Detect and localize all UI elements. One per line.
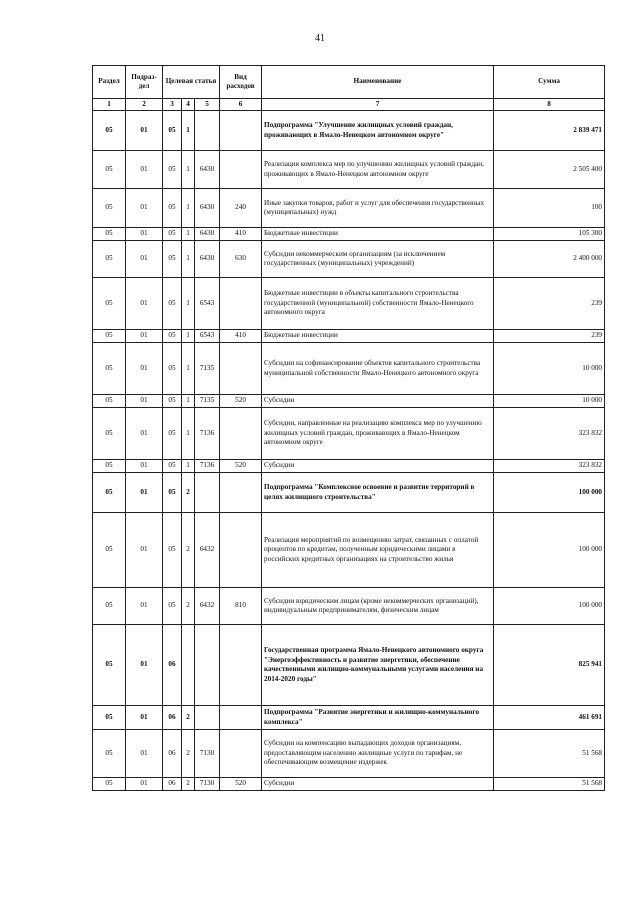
cell-podrazdel: 01: [126, 395, 163, 408]
cell-tselevaya-1: 06: [163, 625, 182, 706]
cell-naimenovanie: Реализация комплекса мер по улучшению жилищных условий граждан, проживающих в Ямало-Ненецком автономном округе: [262, 151, 494, 189]
col-number: 4: [182, 99, 195, 111]
cell-tselevaya-1: 06: [163, 706, 182, 730]
cell-tselevaya-1: 05: [163, 189, 182, 228]
table-row: [93, 241, 605, 278]
cell-summa: 461 691: [494, 706, 605, 730]
cell-naimenovanie: Бюджетные инвестиции: [262, 228, 494, 241]
cell-razdel: 05: [93, 395, 126, 408]
cell-summa: 51 568: [494, 730, 605, 778]
table-row: [93, 625, 605, 706]
cell-tselevaya-2: 1: [182, 408, 195, 460]
cell-naimenovanie: Бюджетные инвестиции: [262, 330, 494, 343]
cell-tselevaya-2: 1: [182, 330, 195, 343]
cell-tselevaya-3: 7130: [195, 730, 220, 778]
cell-vid-raskhodov: [220, 473, 262, 513]
cell-vid-raskhodov: [220, 343, 262, 395]
cell-tselevaya-3: [195, 473, 220, 513]
cell-tselevaya-3: 7136: [195, 460, 220, 473]
cell-naimenovanie: Субсидии: [262, 460, 494, 473]
cell-tselevaya-1: 05: [163, 228, 182, 241]
page-number: 41: [315, 33, 325, 44]
cell-naimenovanie: Подпрограмма "Улучшение жилищных условий граждан, проживающих в Ямало-Ненецком автономном округе": [262, 111, 494, 151]
cell-naimenovanie: Иные закупки товаров, работ и услуг для обеспечения государственных (муниципальных) нужд: [262, 189, 494, 228]
cell-summa: 10 000: [494, 343, 605, 395]
header-podrazdel: Подраз-дел: [126, 66, 163, 99]
cell-tselevaya-1: 05: [163, 343, 182, 395]
cell-razdel: 05: [93, 778, 126, 791]
cell-podrazdel: 01: [126, 228, 163, 241]
cell-tselevaya-1: 05: [163, 395, 182, 408]
cell-vid-raskhodov: 410: [220, 228, 262, 241]
cell-tselevaya-1: 05: [163, 473, 182, 513]
col-number: 8: [494, 99, 605, 111]
cell-razdel: 05: [93, 189, 126, 228]
cell-tselevaya-2: 1: [182, 460, 195, 473]
cell-naimenovanie: Субсидии, направленные на реализацию комплекса мер по улучшению жилищных условий граждан, проживающих в Ямало-Ненецком автономном округе: [262, 408, 494, 460]
cell-vid-raskhodov: 520: [220, 395, 262, 408]
header-naimenovanie: Наименование: [262, 66, 494, 99]
cell-podrazdel: 01: [126, 278, 163, 330]
cell-vid-raskhodov: 810: [220, 588, 262, 625]
cell-tselevaya-1: 05: [163, 151, 182, 189]
cell-podrazdel: 01: [126, 460, 163, 473]
cell-naimenovanie: Субсидии: [262, 395, 494, 408]
table-row: [93, 730, 605, 778]
col-number: 2: [126, 99, 163, 111]
cell-tselevaya-3: 6432: [195, 588, 220, 625]
cell-tselevaya-2: [182, 625, 195, 706]
cell-summa: 100 000: [494, 513, 605, 588]
cell-summa: 239: [494, 278, 605, 330]
table-body: [93, 111, 605, 791]
cell-razdel: 05: [93, 730, 126, 778]
cell-tselevaya-1: 05: [163, 278, 182, 330]
cell-vid-raskhodov: 410: [220, 330, 262, 343]
table-row: [93, 460, 605, 473]
cell-razdel: 05: [93, 278, 126, 330]
cell-tselevaya-3: 6430: [195, 151, 220, 189]
cell-summa: 825 941: [494, 625, 605, 706]
cell-vid-raskhodov: [220, 706, 262, 730]
table-row: [93, 588, 605, 625]
cell-summa: 100 000: [494, 473, 605, 513]
cell-vid-raskhodov: 520: [220, 778, 262, 791]
cell-tselevaya-2: 1: [182, 189, 195, 228]
cell-podrazdel: 01: [126, 473, 163, 513]
cell-summa: 2 400 000: [494, 241, 605, 278]
cell-tselevaya-1: 05: [163, 408, 182, 460]
cell-vid-raskhodov: [220, 111, 262, 151]
header-tselevaya-statya: Целевая статья: [163, 66, 220, 99]
table-row: [93, 228, 605, 241]
table-row: [93, 513, 605, 588]
cell-vid-raskhodov: [220, 513, 262, 588]
cell-tselevaya-1: 05: [163, 241, 182, 278]
table-row: [93, 330, 605, 343]
cell-tselevaya-3: [195, 111, 220, 151]
cell-tselevaya-3: [195, 625, 220, 706]
cell-tselevaya-3: 6432: [195, 513, 220, 588]
cell-tselevaya-3: 7130: [195, 778, 220, 791]
budget-table: [92, 65, 605, 791]
cell-podrazdel: 01: [126, 343, 163, 395]
cell-naimenovanie: Бюджетные инвестиции в объекты капитального строительства государственной (муниципальной) собственности Ямало-Ненецкого автономного округа: [262, 278, 494, 330]
cell-razdel: 05: [93, 588, 126, 625]
cell-razdel: 05: [93, 473, 126, 513]
cell-podrazdel: 01: [126, 408, 163, 460]
column-number-row: [93, 99, 605, 111]
cell-summa: 2 839 471: [494, 111, 605, 151]
cell-tselevaya-3: [195, 706, 220, 730]
table-row: [93, 111, 605, 151]
cell-vid-raskhodov: 520: [220, 460, 262, 473]
cell-podrazdel: 01: [126, 111, 163, 151]
cell-razdel: 05: [93, 625, 126, 706]
cell-naimenovanie: Реализация мероприятий по возмещению затрат, связанных с оплатой процентов по кредитам, полученным юридическими лицами в российских кредитных организациях на строительство жилья: [262, 513, 494, 588]
cell-tselevaya-2: 1: [182, 395, 195, 408]
cell-razdel: 05: [93, 241, 126, 278]
cell-podrazdel: 01: [126, 588, 163, 625]
table-row: [93, 778, 605, 791]
cell-naimenovanie: Подпрограмма "Развитие энергетики и жилищно-коммунального комплекса": [262, 706, 494, 730]
cell-razdel: 05: [93, 706, 126, 730]
cell-tselevaya-2: 2: [182, 588, 195, 625]
cell-naimenovanie: Подпрограмма "Комплексное освоение и развитие территорий в целях жилищного строительства": [262, 473, 494, 513]
cell-tselevaya-3: 6430: [195, 228, 220, 241]
cell-podrazdel: 01: [126, 778, 163, 791]
table-row: [93, 706, 605, 730]
cell-naimenovanie: Субсидии некоммерческим организациям (за исключением государственных (муниципальных) учреждений): [262, 241, 494, 278]
cell-summa: 105 300: [494, 228, 605, 241]
cell-razdel: 05: [93, 228, 126, 241]
cell-tselevaya-2: 1: [182, 111, 195, 151]
cell-tselevaya-1: 05: [163, 330, 182, 343]
cell-tselevaya-2: 1: [182, 228, 195, 241]
header-vid-raskhodov: Вид расходов: [220, 66, 262, 99]
cell-naimenovanie: Государственная программа Ямало-Ненецкого автономного округа "Энергоэффективность и развитие энергетики, обеспечение качественными жилищно-коммунальными услугами населения на 2014-2020 годы": [262, 625, 494, 706]
header-row: [93, 66, 605, 99]
table-row: [93, 278, 605, 330]
cell-tselevaya-2: 2: [182, 706, 195, 730]
cell-podrazdel: 01: [126, 330, 163, 343]
cell-summa: 100 000: [494, 588, 605, 625]
cell-tselevaya-2: 1: [182, 241, 195, 278]
cell-vid-raskhodov: [220, 151, 262, 189]
cell-tselevaya-2: 2: [182, 778, 195, 791]
cell-razdel: 05: [93, 330, 126, 343]
cell-tselevaya-3: 6543: [195, 278, 220, 330]
cell-summa: 239: [494, 330, 605, 343]
cell-podrazdel: 01: [126, 151, 163, 189]
cell-vid-raskhodov: [220, 730, 262, 778]
cell-podrazdel: 01: [126, 189, 163, 228]
cell-podrazdel: 01: [126, 513, 163, 588]
cell-summa: 10 000: [494, 395, 605, 408]
cell-tselevaya-1: 06: [163, 778, 182, 791]
cell-tselevaya-1: 05: [163, 588, 182, 625]
cell-summa: 51 568: [494, 778, 605, 791]
table-row: [93, 151, 605, 189]
cell-naimenovanie: Субсидии на компенсацию выпадающих доходов организациям, предоставляющим населению жилищные услуги по тарифам, не обеспечивающим возмещение издержек: [262, 730, 494, 778]
cell-razdel: 05: [93, 111, 126, 151]
cell-tselevaya-1: 05: [163, 513, 182, 588]
col-number: 3: [163, 99, 182, 111]
cell-summa: 323 832: [494, 408, 605, 460]
cell-razdel: 05: [93, 408, 126, 460]
col-number: 5: [195, 99, 220, 111]
cell-tselevaya-1: 05: [163, 460, 182, 473]
cell-tselevaya-2: 2: [182, 473, 195, 513]
cell-vid-raskhodov: 240: [220, 189, 262, 228]
header-summa: Сумма: [494, 66, 605, 99]
cell-summa: 100: [494, 189, 605, 228]
cell-razdel: 05: [93, 460, 126, 473]
header-razdel: Раздел: [93, 66, 126, 99]
col-number: 1: [93, 99, 126, 111]
cell-tselevaya-2: 1: [182, 278, 195, 330]
col-number: 7: [262, 99, 494, 111]
table-row: [93, 343, 605, 395]
cell-tselevaya-3: 6543: [195, 330, 220, 343]
cell-podrazdel: 01: [126, 706, 163, 730]
cell-tselevaya-3: 7135: [195, 343, 220, 395]
cell-tselevaya-3: 7136: [195, 408, 220, 460]
cell-podrazdel: 01: [126, 241, 163, 278]
cell-vid-raskhodov: [220, 278, 262, 330]
cell-tselevaya-1: 06: [163, 730, 182, 778]
cell-naimenovanie: Субсидии: [262, 778, 494, 791]
cell-razdel: 05: [93, 513, 126, 588]
cell-tselevaya-2: 2: [182, 513, 195, 588]
cell-tselevaya-3: 7135: [195, 395, 220, 408]
cell-vid-raskhodov: 630: [220, 241, 262, 278]
cell-naimenovanie: Субсидии на софинансирование объектов капитального строительства муниципальной собственности Ямало-Ненецкого автономного округа: [262, 343, 494, 395]
cell-vid-raskhodov: [220, 625, 262, 706]
cell-tselevaya-3: 6430: [195, 189, 220, 228]
table-row: [93, 408, 605, 460]
cell-summa: 323 832: [494, 460, 605, 473]
table-row: [93, 189, 605, 228]
cell-razdel: 05: [93, 343, 126, 395]
table-row: [93, 395, 605, 408]
cell-podrazdel: 01: [126, 730, 163, 778]
cell-tselevaya-3: 6430: [195, 241, 220, 278]
cell-tselevaya-2: 1: [182, 151, 195, 189]
col-number: 6: [220, 99, 262, 111]
table-row: [93, 473, 605, 513]
cell-tselevaya-1: 05: [163, 111, 182, 151]
cell-tselevaya-2: 1: [182, 343, 195, 395]
cell-vid-raskhodov: [220, 408, 262, 460]
cell-podrazdel: 01: [126, 625, 163, 706]
cell-tselevaya-2: 2: [182, 730, 195, 778]
cell-razdel: 05: [93, 151, 126, 189]
cell-naimenovanie: Субсидии юридическим лицам (кроме некоммерческих организаций), индивидуальным предпринимателям, физическим лицам: [262, 588, 494, 625]
cell-summa: 2 505 400: [494, 151, 605, 189]
